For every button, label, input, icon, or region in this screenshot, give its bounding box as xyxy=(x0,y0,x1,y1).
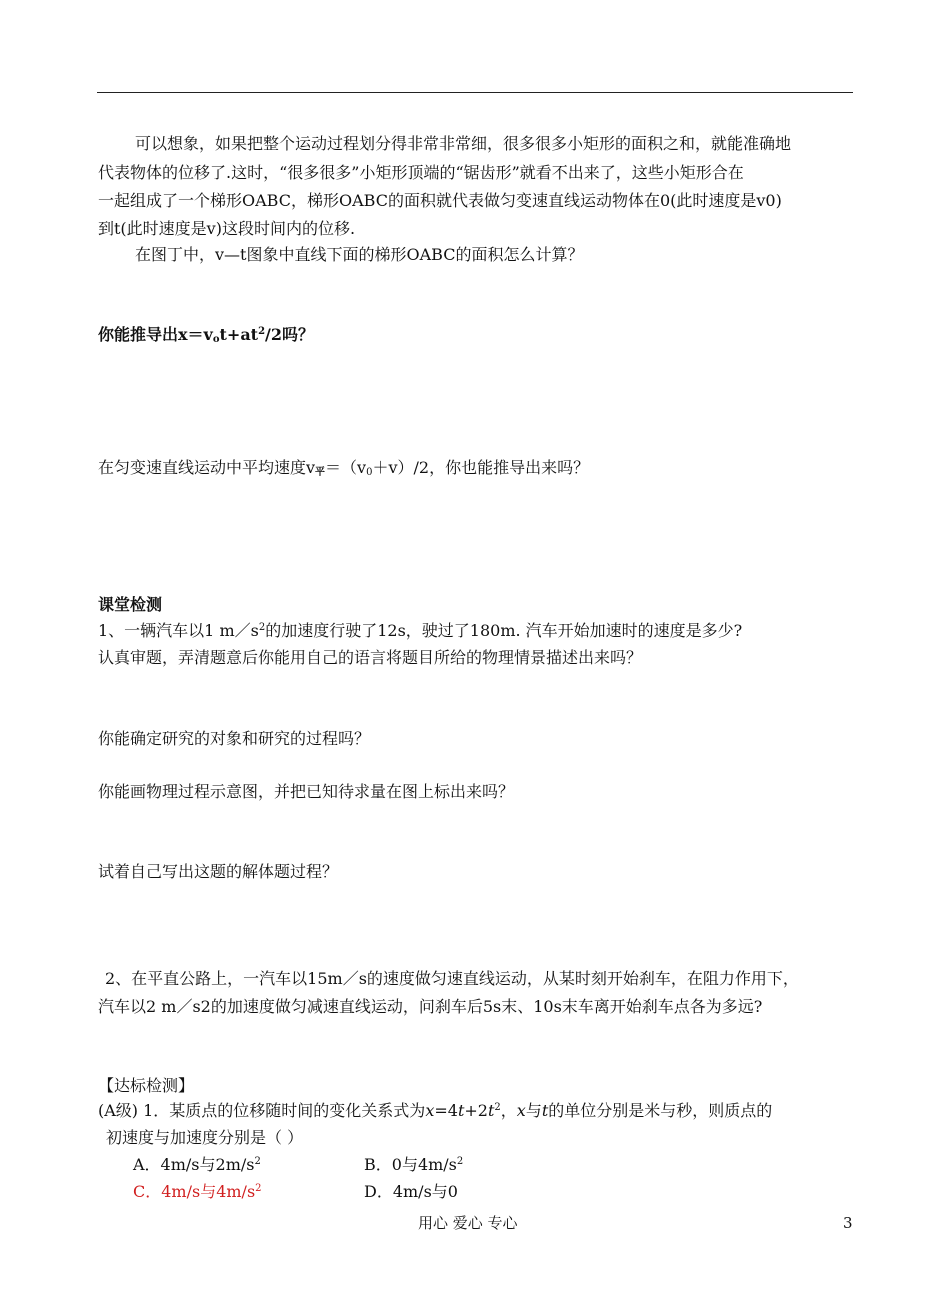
derive-post: /2吗？ xyxy=(265,325,315,344)
check-prompt-diagram: 你能画物理过程示意图，并把已知待求量在图上标出来吗？ xyxy=(98,782,515,801)
intro-line-3: 一起组成了一个梯形OABC，梯形OABC的面积就代表做匀变速直线运动物体在0(此时速度是v0) xyxy=(98,191,782,210)
standard-q1 xyxy=(98,1100,772,1122)
option-a-text: A．4m/s与2m/s xyxy=(133,1155,255,1174)
avg-sub-0: 0 xyxy=(366,467,373,478)
standard-q1-eq: =4 xyxy=(434,1101,458,1120)
check-q1-sup: 2 xyxy=(258,622,266,633)
intro-line-5: 在图丁中，v—t图象中直线下面的梯形OABC的面积怎么计算？ xyxy=(135,245,584,264)
var-x: x xyxy=(516,1101,526,1120)
derive-question xyxy=(98,324,314,346)
derive-mid: t+at xyxy=(219,325,259,344)
avg-mid: ＝（v xyxy=(325,458,367,477)
var-t: t xyxy=(457,1101,465,1120)
var-t: t xyxy=(487,1101,495,1120)
standard-q1-plus: +2 xyxy=(464,1101,488,1120)
check-q1 xyxy=(98,620,742,642)
check-q2-line-1: 2、在平直公路上，一汽车以15m／s的速度做匀速直线运动，从某时刻开始刹车，在阻力作用下， xyxy=(105,969,799,988)
derive-sup-2: 2 xyxy=(258,326,266,337)
avg-pre: 在匀变速直线运动中平均速度v xyxy=(98,458,316,477)
standard-q1-sup: 2 xyxy=(494,1102,501,1113)
standard-heading: 【达标检测】 xyxy=(98,1076,195,1095)
standard-q1-pre: (A级) 1．某质点的位移随时间的变化关系式为 xyxy=(98,1101,426,1120)
derive-pre: 你能推导出x＝v xyxy=(98,325,213,344)
option-d: D．4m/s与0 xyxy=(364,1182,458,1201)
avg-post: ＋v）/2，你也能推导出来吗？ xyxy=(372,458,590,477)
check-prompt-solution: 试着自己写出这题的解体题过程？ xyxy=(98,862,339,881)
check-prompt-object: 你能确定研究的对象和研究的过程吗？ xyxy=(98,729,371,748)
standard-q1-comma: ， xyxy=(500,1101,517,1120)
intro-line-2: 代表物体的位移了.这时，“很多很多”小矩形顶端的“锯齿形”就看不出来了，这些小矩形合在 xyxy=(98,163,744,182)
check-q2-line-2: 汽车以2 m／s2的加速度做匀减速直线运动，问刹车后5s末、10s末车离开始刹车点各为多远? xyxy=(98,997,763,1016)
check-heading: 课堂检测 xyxy=(98,595,163,614)
standard-q1-post: 的单位分别是米与秒，则质点的 xyxy=(548,1101,773,1120)
standard-q1-with: 与 xyxy=(525,1101,542,1120)
footer-motto: 用心 爱心 专心 xyxy=(418,1214,518,1232)
option-b xyxy=(364,1154,463,1176)
avg-sub-ping: 平 xyxy=(315,467,326,478)
option-c-text: C．4m/s与4m/s xyxy=(133,1182,256,1201)
check-q1-line-2: 认真审题，弄清题意后你能用自己的语言将题目所给的物理情景描述出来吗？ xyxy=(98,648,643,667)
avg-velocity-question xyxy=(98,457,589,479)
intro-line-1: 可以想象，如果把整个运动过程划分得非常非常细，很多很多小矩形的面积之和，就能准确地 xyxy=(135,134,792,153)
header-rule xyxy=(97,92,853,93)
option-c-sup: 2 xyxy=(255,1183,262,1194)
option-a xyxy=(133,1154,261,1176)
derive-sub-o: o xyxy=(212,334,220,345)
option-c-correct xyxy=(133,1181,262,1203)
option-b-sup: 2 xyxy=(456,1156,464,1167)
option-b-text: B．0与4m/s xyxy=(364,1155,457,1174)
check-q1-post: 的加速度行驶了12s，驶过了180m. 汽车开始加速时的速度是多少? xyxy=(265,621,743,640)
check-q1-pre: 1、一辆汽车以1 m／s xyxy=(98,621,259,640)
var-t: t xyxy=(541,1101,549,1120)
intro-line-4: 到t(此时速度是v)这段时间内的位移. xyxy=(98,219,356,238)
option-a-sup: 2 xyxy=(254,1156,261,1167)
var-x: x xyxy=(425,1101,435,1120)
page-number: 3 xyxy=(843,1214,853,1232)
standard-q1-line-2: 初速度与加速度分别是（ ） xyxy=(106,1128,304,1147)
